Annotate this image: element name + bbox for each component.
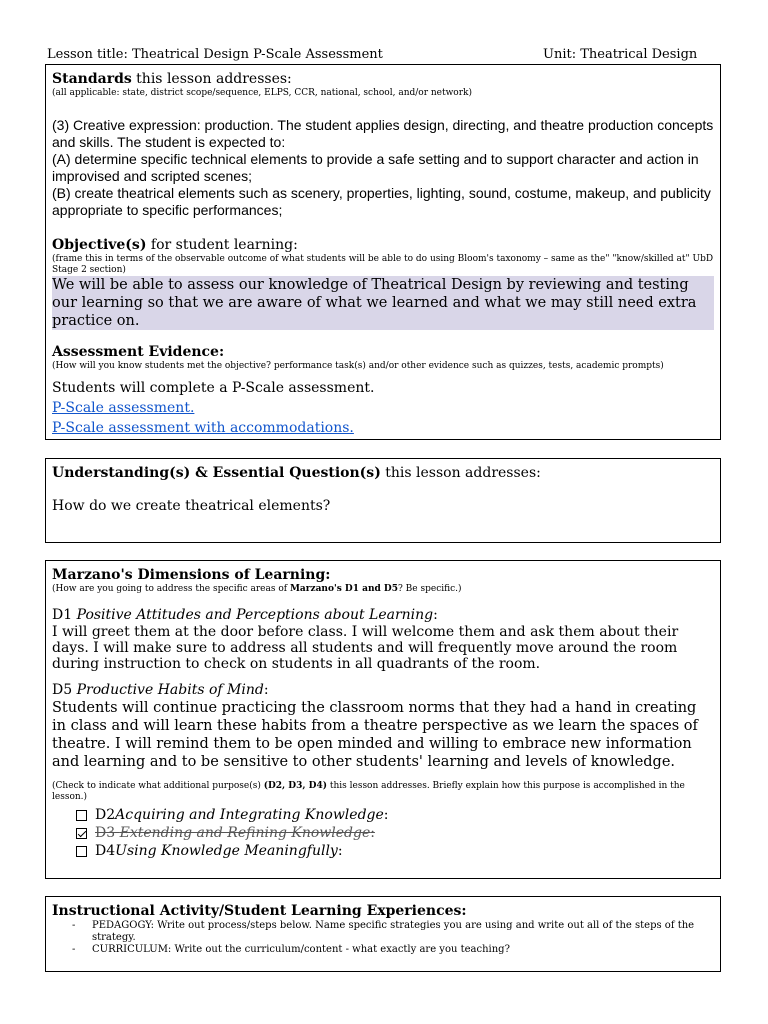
standards-text: (3) Creative expression: production. The student applies design, directing, and theatre production concepts and skills. The student is expected to: bbox=[52, 117, 714, 150]
instructional-section bbox=[45, 896, 721, 972]
checkbox-d2-row[interactable] bbox=[76, 806, 714, 824]
d5-title-line bbox=[52, 682, 714, 699]
d3-label: Extending and Refining Knowledge bbox=[119, 825, 371, 841]
checkbox-d2[interactable] bbox=[76, 810, 87, 821]
d5-colon: : bbox=[263, 682, 269, 698]
d5-text: Students will continue practicing the classroom norms that they had a hand in creating in class and will learn these habits from a theatre perspective as we learn the spaces of theatre. I will remind them to be open minded and willing to embrace new information and learning and to be sensitive to other students' learning and levels of knowledge. bbox=[52, 700, 698, 770]
d4-label: Using Knowledge Meaningfully bbox=[115, 843, 338, 859]
lesson-title: Lesson title: Theatrical Design P-Scale Assessment bbox=[47, 47, 383, 62]
checkbox-d3-checked[interactable] bbox=[76, 828, 87, 839]
d4-code: D4 bbox=[95, 843, 116, 859]
d5-code: D5 bbox=[52, 682, 77, 698]
d1-code: D1 bbox=[52, 607, 77, 623]
standards-heading-rest: this lesson addresses: bbox=[131, 71, 292, 87]
assessment-text: Students will complete a P-Scale assessment. bbox=[52, 380, 375, 396]
d1-title-line bbox=[52, 607, 714, 624]
purpose-note-c: this lesson addresses. Briefly explain how this purpose is accomplished in the lesson.) bbox=[52, 781, 685, 802]
d3-colon: : bbox=[370, 825, 375, 841]
objective-heading: Objective(s) bbox=[52, 237, 147, 253]
pedagogy-item: - PEDAGOGY: Write out process/steps below. Name specific strategies you are using and write out all of the steps of the strategy. bbox=[92, 920, 714, 944]
marzano-note bbox=[52, 584, 714, 595]
checkbox-d4-row[interactable] bbox=[76, 842, 714, 860]
assessment-heading: Assessment Evidence: bbox=[52, 344, 225, 360]
p-scale-accommodations-link[interactable]: P-Scale assessment with accommodations. bbox=[52, 420, 354, 436]
standards-b: (B) create theatrical elements such as scenery, properties, lighting, sound, costume, makeup, and publicity appropriate to specific performances; bbox=[52, 185, 711, 218]
checkbox-d4[interactable] bbox=[76, 846, 87, 857]
marzano-note-c: ? Be specific.) bbox=[398, 584, 462, 594]
standards-section bbox=[45, 64, 721, 440]
purpose-note bbox=[52, 781, 714, 803]
d1-title: Positive Attitudes and Perceptions about Learning bbox=[76, 607, 434, 623]
standards-a: (A) determine specific technical elements to provide a safe setting and to support character and action in improvised and scripted scenes; bbox=[52, 151, 699, 184]
d1-text: I will greet them at the door before class. I will welcome them and ask them about their days. I will make sure to address all students and will frequently move around the room during instruction to check on students in all quadrants of the room. bbox=[52, 624, 679, 672]
understanding-heading-rest: this lesson addresses: bbox=[380, 465, 541, 481]
marzano-section bbox=[45, 560, 721, 879]
standards-heading: Standards bbox=[52, 71, 132, 87]
page-header bbox=[47, 47, 723, 62]
unit-label: Unit: Theatrical Design bbox=[543, 47, 698, 62]
d4-colon: : bbox=[337, 843, 343, 859]
d2-label: Acquiring and Integrating Knowledge bbox=[115, 807, 384, 823]
instructional-heading: Instructional Activity/Student Learning Experiences: bbox=[52, 903, 467, 919]
assessment-note: (How will you know students met the objective? performance task(s) and/or other evidence such as quizzes, tests, academic prompts) bbox=[52, 361, 664, 371]
d5-title: Productive Habits of Mind bbox=[76, 682, 264, 698]
checkbox-d3-row[interactable] bbox=[76, 824, 714, 842]
objective-text: We will be able to assess our knowledge of Theatrical Design by reviewing and testing our learning so that we are aware of what we learned and what we may still need extra practice on. bbox=[52, 276, 714, 330]
d2-code: D2 bbox=[95, 807, 116, 823]
p-scale-link[interactable]: P-Scale assessment. bbox=[52, 400, 195, 416]
understanding-heading: Understanding(s) & Essential Question(s) bbox=[52, 465, 381, 481]
d1-colon: : bbox=[433, 607, 438, 623]
marzano-note-a: (How are you going to address the specific areas of bbox=[52, 584, 290, 594]
purpose-note-a: (Check to indicate what additional purpose(s) bbox=[52, 781, 264, 791]
d3-code: D3 bbox=[95, 825, 120, 841]
understanding-section bbox=[45, 458, 721, 543]
objective-heading-rest: for student learning: bbox=[146, 237, 298, 253]
objective-note: (frame this in terms of the observable outcome of what students will be able to do using Bloom's taxonomy – same as the" "know/skilled at" UbD Stage 2 section) bbox=[52, 254, 714, 275]
essential-question: How do we create theatrical elements? bbox=[52, 498, 331, 514]
marzano-heading: Marzano's Dimensions of Learning: bbox=[52, 567, 331, 583]
standards-note: (all applicable: state, district scope/sequence, ELPS, CCR, national, school, and/or network) bbox=[52, 88, 472, 98]
d2-colon: : bbox=[383, 807, 389, 823]
purpose-note-b: (D2, D3, D4) bbox=[263, 781, 327, 791]
marzano-note-b: Marzano's D1 and D5 bbox=[289, 584, 398, 594]
curriculum-item: - CURRICULUM: Write out the curriculum/content - what exactly are you teaching? bbox=[92, 944, 714, 956]
